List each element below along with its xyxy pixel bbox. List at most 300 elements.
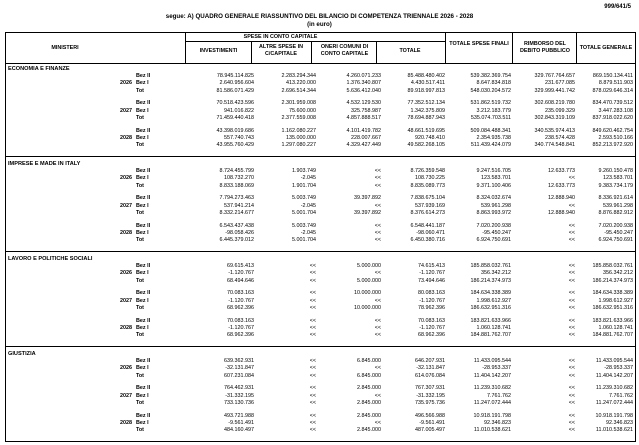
cell-oneri-comuni: 39.397.892 bbox=[354, 209, 381, 216]
header-rule-top bbox=[185, 41, 445, 42]
cell-totale-spese-finali: 509.084.488.341 bbox=[470, 127, 511, 134]
row-label: Bez I bbox=[136, 324, 149, 331]
cell-oneri-comuni: << bbox=[374, 237, 381, 243]
cell-totale: 1.342.375.809 bbox=[410, 107, 445, 114]
cell-investimenti: -1.120.767 bbox=[228, 297, 254, 304]
cell-totale: 8.835.089.773 bbox=[410, 182, 445, 189]
row-label: Bez II bbox=[136, 100, 151, 107]
row-label: Bez I bbox=[136, 202, 149, 209]
cell-oneri-comuni: 2.845.000 bbox=[357, 385, 381, 392]
table-row bbox=[6, 332, 635, 339]
cell-totale-spese-finali: 184.881.762.707 bbox=[470, 332, 511, 338]
cell-totale-generale: 6.924.750.691 bbox=[598, 237, 633, 243]
cell-totale-spese-finali: 11.404.142.207 bbox=[473, 372, 511, 379]
ministry-name: ECONOMIA E FINANZE bbox=[8, 66, 70, 72]
cell-altre-spese: 2.301.959.008 bbox=[281, 100, 316, 107]
cell-totale-spese-finali: 11.433.095.544 bbox=[473, 358, 511, 364]
table-row bbox=[6, 237, 635, 244]
table-row bbox=[6, 318, 635, 325]
cell-totale: -31.332.195 bbox=[416, 392, 445, 399]
cell-totale-spese-finali: 11.010.538.621 bbox=[473, 427, 511, 433]
cell-totale-generale: 186.214.374.973 bbox=[592, 277, 633, 284]
table-row bbox=[6, 290, 635, 297]
cell-altre-spese: 413.220.000 bbox=[286, 80, 316, 87]
cell-totale-generale: 183.821.633.966 bbox=[592, 317, 633, 324]
cell-oneri-comuni: 5.000.000 bbox=[357, 263, 381, 269]
cell-totale-generale: 10.918.191.798 bbox=[595, 412, 633, 419]
document-title bbox=[0, 13, 639, 29]
cell-investimenti: 639.362.931 bbox=[224, 358, 254, 364]
cell-investimenti: -9.561.491 bbox=[228, 419, 254, 426]
table-row bbox=[6, 80, 635, 87]
cell-oneri-comuni: << bbox=[374, 229, 381, 236]
cell-investimenti: 108.732.270 bbox=[224, 175, 254, 182]
cell-altre-spese: << bbox=[309, 324, 316, 331]
group-separator bbox=[6, 156, 635, 157]
table-row bbox=[6, 420, 635, 427]
cell-totale-generale: 834.470.739.512 bbox=[592, 100, 633, 107]
table-row bbox=[6, 400, 635, 407]
cell-totale: 78.694.887.943 bbox=[407, 114, 445, 121]
cell-rimborso: 12.888.940 bbox=[548, 209, 575, 216]
cell-totale: 80.083.163 bbox=[418, 290, 445, 297]
cell-totale-spese-finali: 185.858.032.761 bbox=[470, 263, 511, 269]
row-label: Tot bbox=[136, 114, 144, 121]
table-row bbox=[6, 263, 635, 270]
ministry-name: GIUSTIZIA bbox=[8, 351, 36, 357]
cell-investimenti: 8.833.188.069 bbox=[219, 182, 254, 189]
cell-rimborso: << bbox=[568, 385, 575, 392]
ministry-name: LAVORO E POLITICHE SOCIALI bbox=[8, 256, 93, 262]
cell-investimenti: -31.332.195 bbox=[225, 392, 254, 399]
cell-altre-spese: << bbox=[309, 290, 316, 297]
cell-totale-generale: 92.346.823 bbox=[606, 419, 633, 426]
cell-altre-spese: << bbox=[309, 358, 316, 364]
cell-totale-generale: 849.620.462.754 bbox=[592, 127, 633, 134]
row-label: Tot bbox=[136, 332, 144, 338]
cell-rimborso: << bbox=[568, 222, 575, 229]
cell-totale: -1.120.767 bbox=[419, 324, 445, 331]
year-cell: 2027 bbox=[120, 392, 132, 399]
table-row bbox=[6, 270, 635, 277]
cell-rimborso: << bbox=[568, 229, 575, 236]
table-row bbox=[6, 108, 635, 115]
cell-totale: 48.661.519.695 bbox=[407, 127, 445, 134]
cell-rimborso: << bbox=[568, 202, 575, 209]
cell-investimenti: 69.615.413 bbox=[227, 263, 254, 269]
cell-totale: 7.838.675.104 bbox=[410, 195, 445, 202]
cell-rimborso: << bbox=[568, 297, 575, 304]
cell-totale: 767.307.931 bbox=[415, 385, 445, 392]
cell-totale: 4.430.517.411 bbox=[410, 80, 445, 87]
table-row bbox=[6, 183, 635, 190]
cell-investimenti: 6.445.379.012 bbox=[219, 237, 254, 243]
cell-totale-spese-finali: 183.821.633.966 bbox=[470, 317, 511, 324]
cell-oneri-comuni: 2.845.000 bbox=[357, 427, 381, 433]
cell-oneri-comuni: 2.845.000 bbox=[357, 412, 381, 419]
cell-altre-spese: << bbox=[309, 385, 316, 392]
cell-totale: 108.730.225 bbox=[415, 175, 445, 182]
cell-totale-generale: 184.881.762.707 bbox=[592, 332, 633, 338]
cell-totale: 70.083.163 bbox=[418, 317, 445, 324]
cell-altre-spese: << bbox=[309, 365, 316, 372]
cell-totale-spese-finali: 539.961.298 bbox=[481, 202, 511, 209]
cell-altre-spese: -2.045 bbox=[300, 175, 316, 182]
cell-altre-spese: << bbox=[309, 270, 316, 277]
cell-totale-generale: 11.247.072.444 bbox=[595, 399, 633, 406]
cell-oneri-comuni: 228.007.667 bbox=[351, 134, 381, 141]
year-cell: 2028 bbox=[120, 134, 132, 141]
cell-totale-generale: 7.020.200.938 bbox=[598, 222, 633, 229]
cell-rimborso: << bbox=[568, 277, 575, 284]
column-rule bbox=[445, 33, 446, 63]
cell-rimborso: 340.774.548.841 bbox=[534, 142, 575, 148]
row-label: Bez II bbox=[136, 168, 151, 174]
cell-oneri-comuni: << bbox=[374, 332, 381, 338]
cell-investimenti: 493.721.988 bbox=[224, 412, 254, 419]
cell-oneri-comuni: << bbox=[374, 297, 381, 304]
cell-oneri-comuni: << bbox=[374, 270, 381, 277]
cell-altre-spese: 5.001.704 bbox=[292, 209, 316, 216]
cell-totale-spese-finali: 539.382.369.754 bbox=[470, 73, 511, 79]
cell-altre-spese: << bbox=[309, 412, 316, 419]
cell-totale: 74.615.413 bbox=[418, 263, 445, 269]
cell-investimenti: 7.794.273.463 bbox=[219, 195, 254, 202]
cell-rimborso: << bbox=[568, 263, 575, 269]
cell-investimenti: -1.120.767 bbox=[228, 324, 254, 331]
cell-totale: 735.975.736 bbox=[415, 399, 445, 406]
row-label: Bez II bbox=[136, 290, 151, 297]
cell-totale-generale: 356.342.212 bbox=[603, 270, 633, 277]
cell-totale-generale: 8.336.921.614 bbox=[598, 195, 633, 202]
cell-rimborso: << bbox=[568, 237, 575, 243]
row-label: Bez II bbox=[136, 412, 151, 419]
year-cell: 2026 bbox=[120, 175, 132, 182]
year-cell: 2027 bbox=[120, 297, 132, 304]
table-row bbox=[6, 195, 635, 202]
header-totale: TOTALE bbox=[399, 48, 421, 54]
cell-rimborso: << bbox=[568, 304, 575, 311]
cell-totale: 646.207.931 bbox=[415, 358, 445, 364]
cell-totale-generale: 837.918.022.620 bbox=[592, 114, 633, 121]
cell-oneri-comuni: 4.260.071.233 bbox=[346, 73, 381, 79]
header-totale-generale: TOTALE GENERALE bbox=[579, 45, 633, 51]
cell-totale: -1.120.767 bbox=[419, 297, 445, 304]
cell-totale-spese-finali: 8.647.834.818 bbox=[476, 80, 511, 87]
cell-rimborso: << bbox=[568, 412, 575, 419]
cell-totale-spese-finali: 3.212.183.779 bbox=[476, 107, 511, 114]
group-separator bbox=[6, 346, 635, 347]
table-row bbox=[6, 223, 635, 230]
cell-rimborso: 329.999.441.742 bbox=[534, 87, 575, 94]
row-label: Tot bbox=[136, 277, 144, 284]
cell-rimborso: << bbox=[568, 270, 575, 277]
title-unit: (in euro) bbox=[307, 21, 332, 28]
cell-totale-generale: 1.060.128.741 bbox=[598, 324, 633, 331]
cell-totale: 89.918.997.813 bbox=[407, 87, 445, 94]
cell-totale: 49.582.268.105 bbox=[407, 142, 445, 148]
table-row bbox=[6, 413, 635, 420]
table-row bbox=[6, 128, 635, 135]
cell-totale-generale: 852.213.972.920 bbox=[592, 142, 633, 148]
cell-oneri-comuni: 4.101.419.782 bbox=[346, 127, 381, 134]
cell-totale-generale: 11.433.095.544 bbox=[595, 358, 633, 364]
cell-totale-spese-finali: 511.439.424.079 bbox=[470, 142, 511, 148]
cell-oneri-comuni: 39.397.892 bbox=[354, 195, 381, 202]
cell-totale-spese-finali: 1.998.612.927 bbox=[476, 297, 511, 304]
cell-oneri-comuni: 10.000.000 bbox=[354, 304, 381, 311]
year-cell: 2026 bbox=[120, 365, 132, 372]
page-reference: 999/641/5 bbox=[604, 4, 631, 10]
cell-oneri-comuni: 10.000.000 bbox=[354, 290, 381, 297]
cell-oneri-comuni: << bbox=[374, 365, 381, 372]
cell-oneri-comuni: 4.329.427.449 bbox=[346, 142, 381, 148]
cell-oneri-comuni: 325.758.987 bbox=[351, 107, 381, 114]
title-main: segue: A) QUADRO GENERALE RIASSUNTIVO DEL BILANCIO DI COMPETENZA TRIENNALE 2026 - 2028 bbox=[165, 13, 474, 20]
cell-totale-spese-finali: 535.074.703.511 bbox=[470, 114, 511, 121]
cell-investimenti: 43.398.019.686 bbox=[216, 127, 254, 134]
cell-altre-spese: 1.297.080.227 bbox=[281, 142, 316, 148]
cell-altre-spese: 2.377.559.008 bbox=[281, 114, 316, 121]
cell-investimenti: 68.962.396 bbox=[227, 332, 254, 338]
cell-totale: 496.566.988 bbox=[415, 412, 445, 419]
cell-altre-spese: << bbox=[309, 427, 316, 433]
table-row bbox=[6, 325, 635, 332]
cell-oneri-comuni: 1.376.340.807 bbox=[346, 80, 381, 87]
row-label: Tot bbox=[136, 237, 144, 243]
cell-totale: -98.060.471 bbox=[416, 229, 445, 236]
cell-investimenti: 81.586.071.429 bbox=[216, 87, 254, 94]
cell-totale-generale: -95.450.247 bbox=[604, 229, 633, 236]
cell-totale-spese-finali: 8.863.993.972 bbox=[476, 209, 511, 216]
cell-totale: 8.726.359.548 bbox=[410, 168, 445, 174]
cell-altre-spese: << bbox=[309, 392, 316, 399]
cell-totale: 6.548.441.187 bbox=[410, 222, 445, 229]
cell-rimborso: 235.099.329 bbox=[545, 107, 575, 114]
cell-rimborso: 302.843.319.109 bbox=[534, 114, 575, 121]
cell-investimenti: 70.083.163 bbox=[227, 290, 254, 297]
column-rule bbox=[251, 41, 252, 63]
cell-oneri-comuni: << bbox=[374, 182, 381, 189]
table-row bbox=[6, 298, 635, 305]
cell-totale-spese-finali: 7.761.762 bbox=[487, 392, 511, 399]
cell-rimborso: << bbox=[568, 317, 575, 324]
year-cell: 2026 bbox=[120, 80, 132, 87]
cell-totale: -9.561.491 bbox=[419, 419, 445, 426]
year-cell: 2028 bbox=[120, 229, 132, 236]
cell-rimborso: << bbox=[568, 392, 575, 399]
cell-rimborso: << bbox=[568, 419, 575, 426]
cell-totale-spese-finali: 531.862.519.732 bbox=[470, 100, 511, 107]
cell-oneri-comuni: 4.857.888.517 bbox=[346, 114, 381, 121]
cell-investimenti: -98.058.426 bbox=[225, 229, 254, 236]
cell-altre-spese: << bbox=[309, 332, 316, 338]
cell-altre-spese: 1.162.080.227 bbox=[281, 127, 316, 134]
table-row bbox=[6, 203, 635, 210]
cell-oneri-comuni: << bbox=[374, 168, 381, 174]
cell-oneri-comuni: 4.532.129.530 bbox=[346, 100, 381, 107]
cell-altre-spese: << bbox=[309, 277, 316, 284]
cell-totale-generale: 11.404.142.207 bbox=[595, 372, 633, 379]
cell-altre-spese: << bbox=[309, 419, 316, 426]
cell-oneri-comuni: 5.636.412.040 bbox=[346, 87, 381, 94]
ministry-name: IMPRESE E MADE IN ITALY bbox=[8, 161, 81, 167]
cell-investimenti: 537.941.214 bbox=[224, 202, 254, 209]
cell-totale-generale: 123.583.701 bbox=[603, 175, 633, 182]
cell-totale-generale: 185.858.032.761 bbox=[592, 263, 633, 269]
cell-altre-spese: 2.283.294.344 bbox=[281, 73, 316, 79]
cell-totale-generale: 878.029.646.314 bbox=[592, 87, 633, 94]
year-cell: 2027 bbox=[120, 202, 132, 209]
year-cell: 2026 bbox=[120, 270, 132, 277]
column-rule bbox=[376, 41, 377, 63]
cell-totale-spese-finali: 92.346.823 bbox=[484, 419, 511, 426]
row-label: Bez II bbox=[136, 385, 151, 392]
cell-altre-spese: << bbox=[309, 304, 316, 311]
header-oneri-comuni: ONERI COMUNI DI CONTO CAPITALE bbox=[320, 44, 369, 57]
table-row bbox=[6, 210, 635, 217]
cell-investimenti: 941.016.822 bbox=[224, 107, 254, 114]
cell-totale-spese-finali: 2.354.935.738 bbox=[476, 134, 511, 141]
cell-totale-generale: 9.260.150.478 bbox=[598, 168, 633, 174]
cell-rimborso: 231.677.085 bbox=[545, 80, 575, 87]
cell-investimenti: 557.740.743 bbox=[224, 134, 254, 141]
cell-totale: 77.352.512.134 bbox=[407, 100, 445, 107]
cell-rimborso: << bbox=[568, 324, 575, 331]
row-label: Bez I bbox=[136, 297, 149, 304]
cell-totale-generale: 7.761.762 bbox=[609, 392, 633, 399]
cell-totale-generale: 539.961.298 bbox=[603, 202, 633, 209]
cell-totale-spese-finali: 11.239.310.682 bbox=[473, 385, 511, 392]
cell-investimenti: 68.494.646 bbox=[227, 277, 254, 284]
cell-totale: 78.962.396 bbox=[418, 304, 445, 311]
cell-totale-spese-finali: 123.583.701 bbox=[481, 175, 511, 182]
cell-rimborso: 302.608.219.780 bbox=[534, 100, 575, 107]
table-row bbox=[6, 278, 635, 285]
cell-totale-spese-finali: 356.342.212 bbox=[481, 270, 511, 277]
cell-investimenti: 8.332.214.677 bbox=[219, 209, 254, 216]
cell-investimenti: -32.131.847 bbox=[225, 365, 254, 372]
cell-investimenti: 43.955.760.429 bbox=[216, 142, 254, 148]
cell-totale-spese-finali: -28.953.337 bbox=[482, 365, 511, 372]
row-label: Bez II bbox=[136, 195, 151, 202]
cell-totale-spese-finali: 6.924.750.691 bbox=[476, 237, 511, 243]
cell-totale: -1.120.767 bbox=[419, 270, 445, 277]
cell-altre-spese: << bbox=[309, 399, 316, 406]
row-label: Bez II bbox=[136, 263, 151, 269]
row-label: Bez I bbox=[136, 175, 149, 182]
cell-rimborso: 329.767.764.657 bbox=[534, 73, 575, 79]
cell-altre-spese: << bbox=[309, 297, 316, 304]
cell-oneri-comuni: << bbox=[374, 317, 381, 324]
row-label: Bez II bbox=[136, 127, 151, 134]
cell-investimenti: 6.543.437.438 bbox=[219, 222, 254, 229]
header-investimenti: INVESTIMENTI bbox=[199, 48, 238, 54]
table-row bbox=[6, 365, 635, 372]
cell-investimenti: 70.518.423.596 bbox=[216, 100, 254, 107]
cell-totale: 8.376.614.273 bbox=[410, 209, 445, 216]
cell-oneri-comuni: 2.845.000 bbox=[357, 399, 381, 406]
cell-totale-spese-finali: 10.918.191.798 bbox=[473, 412, 511, 419]
row-label: Tot bbox=[136, 182, 144, 189]
cell-oneri-comuni: 6.845.000 bbox=[357, 358, 381, 364]
row-label: Bez II bbox=[136, 73, 151, 79]
table-row bbox=[6, 142, 635, 149]
cell-altre-spese: << bbox=[309, 263, 316, 269]
cell-totale-spese-finali: -95.450.247 bbox=[482, 229, 511, 236]
cell-oneri-comuni: << bbox=[374, 202, 381, 209]
table-row bbox=[6, 427, 635, 434]
cell-rimborso: 12.888.940 bbox=[548, 195, 575, 202]
year-cell: 2028 bbox=[120, 419, 132, 426]
cell-rimborso: 238.574.428 bbox=[545, 134, 575, 141]
cell-totale-spese-finali: 11.247.072.444 bbox=[473, 399, 511, 406]
header-rimborso-debito: RIMBORSO DEL DEBITO PUBBLICO bbox=[520, 41, 570, 54]
header-rule-bottom bbox=[6, 63, 635, 64]
cell-investimenti: 2.640.956.604 bbox=[219, 80, 254, 87]
cell-totale: 487.005.497 bbox=[415, 427, 445, 433]
group-separator bbox=[6, 251, 635, 252]
cell-rimborso: << bbox=[568, 399, 575, 406]
row-label: Bez I bbox=[136, 134, 149, 141]
header-totale-spese-finali: TOTALE SPESE FINALI bbox=[449, 41, 509, 47]
table-row bbox=[6, 73, 635, 80]
cell-rimborso: << bbox=[568, 427, 575, 433]
cell-totale: 73.494.646 bbox=[418, 277, 445, 284]
row-label: Bez I bbox=[136, 365, 149, 372]
budget-table bbox=[5, 32, 636, 442]
column-rule bbox=[185, 33, 186, 63]
cell-totale-spese-finali: 548.030.204.572 bbox=[470, 87, 511, 94]
table-row bbox=[6, 175, 635, 182]
header-ministeri: MINISTERI bbox=[51, 45, 79, 51]
cell-altre-spese: 1.901.704 bbox=[292, 182, 316, 189]
row-label: Tot bbox=[136, 399, 144, 406]
cell-totale-spese-finali: 9.247.516.705 bbox=[476, 168, 511, 174]
row-label: Bez I bbox=[136, 270, 149, 277]
row-label: Tot bbox=[136, 87, 144, 94]
cell-investimenti: 78.945.114.825 bbox=[216, 73, 254, 79]
cell-totale: 6.450.380.716 bbox=[410, 237, 445, 243]
cell-rimborso: 12.633.773 bbox=[548, 182, 575, 189]
cell-altre-spese: 2.696.514.344 bbox=[281, 87, 316, 94]
row-label: Bez II bbox=[136, 222, 151, 229]
cell-altre-spese: << bbox=[309, 372, 316, 379]
cell-totale-generale: 9.383.734.179 bbox=[598, 182, 633, 189]
cell-totale-spese-finali: 9.371.100.406 bbox=[476, 182, 511, 189]
column-rule bbox=[311, 41, 312, 63]
cell-investimenti: 70.083.163 bbox=[227, 317, 254, 324]
cell-oneri-comuni: << bbox=[374, 222, 381, 229]
cell-altre-spese: 75.600.000 bbox=[289, 107, 316, 114]
cell-rimborso: << bbox=[568, 365, 575, 372]
table-row bbox=[6, 305, 635, 312]
cell-totale-spese-finali: 184.634.338.389 bbox=[470, 290, 511, 297]
row-label: Tot bbox=[136, 304, 144, 311]
row-label: Bez I bbox=[136, 229, 149, 236]
column-rule bbox=[576, 33, 577, 63]
table-row bbox=[6, 135, 635, 142]
column-rule bbox=[512, 33, 513, 63]
cell-altre-spese: 5.001.704 bbox=[292, 237, 316, 243]
cell-totale-generale: 11.010.538.621 bbox=[595, 427, 633, 433]
row-label: Bez II bbox=[136, 358, 151, 364]
cell-oneri-comuni: << bbox=[374, 419, 381, 426]
row-label: Bez I bbox=[136, 419, 149, 426]
cell-investimenti: 71.459.440.418 bbox=[216, 114, 254, 121]
table-row bbox=[6, 168, 635, 175]
row-label: Bez I bbox=[136, 107, 149, 114]
